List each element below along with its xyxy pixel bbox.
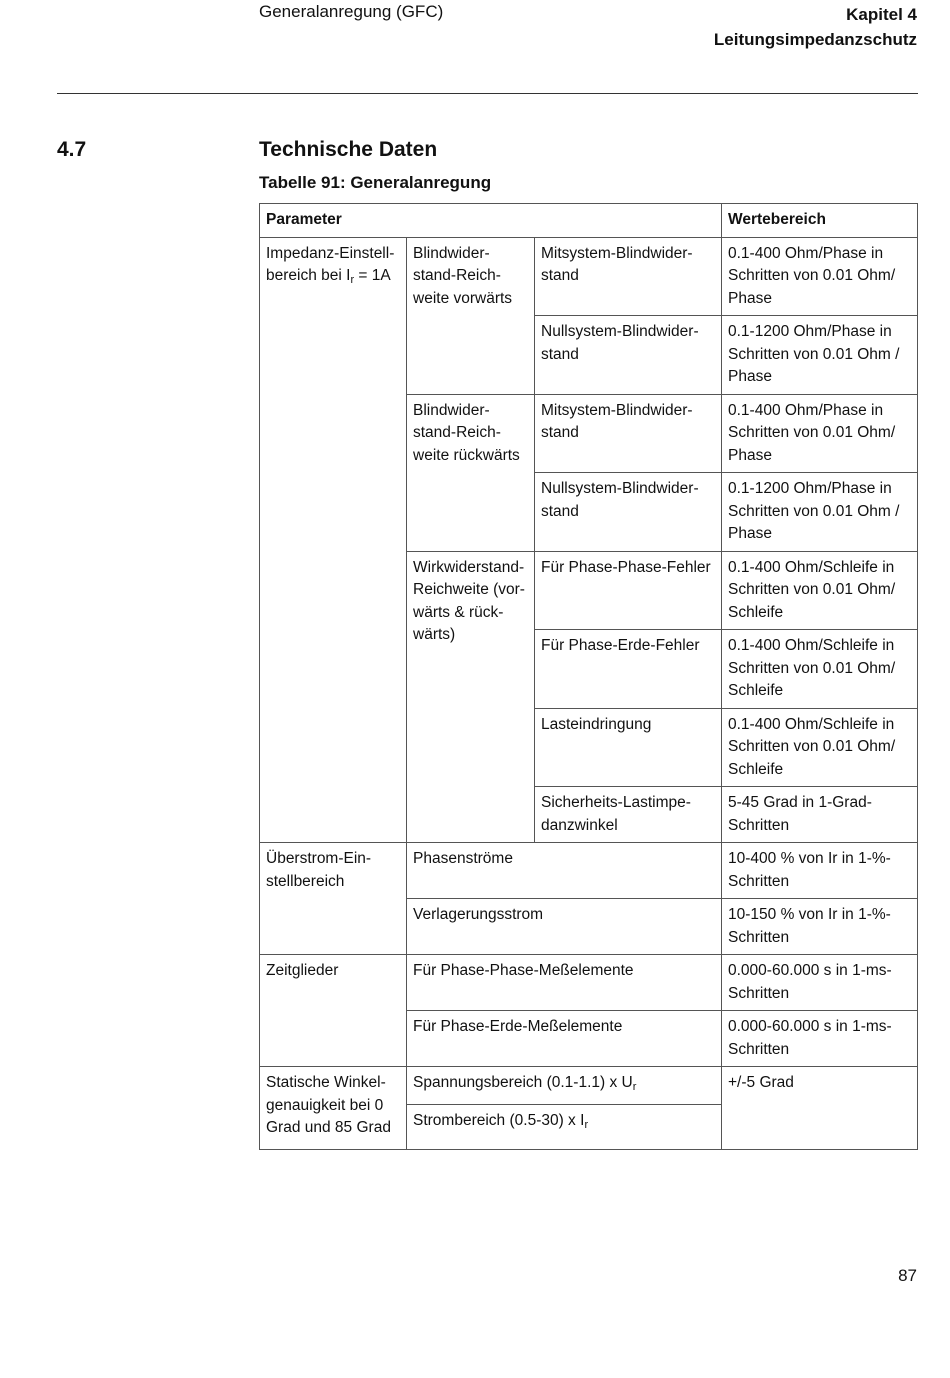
item-cell: Mitsystem-Blindwider-stand <box>535 394 722 473</box>
item-cell: Sicherheits-Lastimpe-danzwinkel <box>535 787 722 843</box>
item-cell: Lasteindringung <box>535 708 722 787</box>
angle-label: Statische Winkel-genauigkeit bei 0 Grad und 85 Grad <box>260 1067 407 1150</box>
group-label: Wirkwiderstand-Reichweite (vor-wärts & rück-wärts) <box>407 551 535 843</box>
group-label: Blindwider-stand-Reich-weite vorwärts <box>407 237 535 394</box>
item-cell: Phasenströme <box>407 843 722 899</box>
table-header-row <box>260 204 918 238</box>
table-caption: Tabelle 91: Generalanregung <box>259 173 492 192</box>
chapter-label: Kapitel 4 <box>846 5 917 24</box>
section-title: Technische Daten <box>259 138 438 161</box>
voltage-range-subscript: r <box>632 1081 637 1093</box>
value-cell: 5-45 Grad in 1-Grad-Schritten <box>722 787 918 843</box>
item-cell: Verlagerungsstrom <box>407 899 722 955</box>
section-number: 4.7 <box>57 138 87 161</box>
item-cell: Nullsystem-Blindwider-stand <box>535 473 722 552</box>
technical-data-table <box>259 203 918 1150</box>
value-cell: 10-150 % von Ir in 1-%-Schritten <box>722 899 918 955</box>
table-row <box>260 955 918 1011</box>
item-cell: Für Phase-Phase-Meßelemente <box>407 955 722 1011</box>
running-header-right <box>714 2 917 52</box>
voltage-range-cell <box>407 1067 722 1105</box>
impedance-label-cell <box>260 237 407 843</box>
running-header-left: Generalanregung (GFC) <box>259 2 444 21</box>
table-row <box>260 843 918 899</box>
timers-label: Zeitglieder <box>260 955 407 1067</box>
value-cell: 0.000-60.000 s in 1-ms-Schritten <box>722 955 918 1011</box>
header-parameter: Parameter <box>260 204 722 238</box>
header-range: Wertebereich <box>722 204 918 238</box>
item-cell: Für Phase-Erde-Fehler <box>535 630 722 709</box>
value-cell: 10-400 % von Ir in 1-%-Schritten <box>722 843 918 899</box>
current-range-text: Strombereich (0.5-30) x I <box>413 1111 585 1129</box>
item-cell: Nullsystem-Blindwider-stand <box>535 316 722 395</box>
page-number: 87 <box>898 1266 917 1285</box>
value-cell: 0.1-400 Ohm/Schleife in Schritten von 0.01 Ohm/ Schleife <box>722 551 918 630</box>
value-cell: 0.1-1200 Ohm/Phase in Schritten von 0.01 Ohm / Phase <box>722 473 918 552</box>
table-row <box>260 237 918 316</box>
value-cell: 0.1-400 Ohm/Schleife in Schritten von 0.01 Ohm/ Schleife <box>722 708 918 787</box>
value-cell: 0.1-400 Ohm/Phase in Schritten von 0.01 Ohm/ Phase <box>722 237 918 316</box>
current-range-subscript: r <box>584 1118 589 1131</box>
impedance-label: Impedanz-Einstell-bereich bei I <box>266 244 395 284</box>
chapter-title: Leitungsimpedanzschutz <box>713 30 917 49</box>
voltage-range-text: Spannungsbereich (0.1-1.1) x U <box>413 1074 633 1091</box>
impedance-label-subscript: r <box>350 274 355 286</box>
overcurrent-label: Überstrom-Ein-stellbereich <box>260 843 407 955</box>
item-cell: Für Phase-Phase-Fehler <box>535 551 722 630</box>
impedance-label-suffix: = 1A <box>354 267 391 284</box>
angle-value: +/-5 Grad <box>722 1067 918 1150</box>
value-cell: 0.1-400 Ohm/Schleife in Schritten von 0.01 Ohm/ Schleife <box>722 630 918 709</box>
item-cell: Für Phase-Erde-Meßelemente <box>407 1011 722 1067</box>
value-cell: 0.1-400 Ohm/Phase in Schritten von 0.01 Ohm/ Phase <box>722 394 918 473</box>
current-range-cell <box>407 1104 722 1149</box>
table-row <box>260 1067 918 1105</box>
value-cell: 0.000-60.000 s in 1-ms-Schritten <box>722 1011 918 1067</box>
value-cell: 0.1-1200 Ohm/Phase in Schritten von 0.01 Ohm / Phase <box>722 316 918 395</box>
group-label: Blindwider-stand-Reich-weite rückwärts <box>407 394 535 551</box>
header-divider <box>57 93 918 94</box>
item-cell: Mitsystem-Blindwider-stand <box>535 237 722 316</box>
